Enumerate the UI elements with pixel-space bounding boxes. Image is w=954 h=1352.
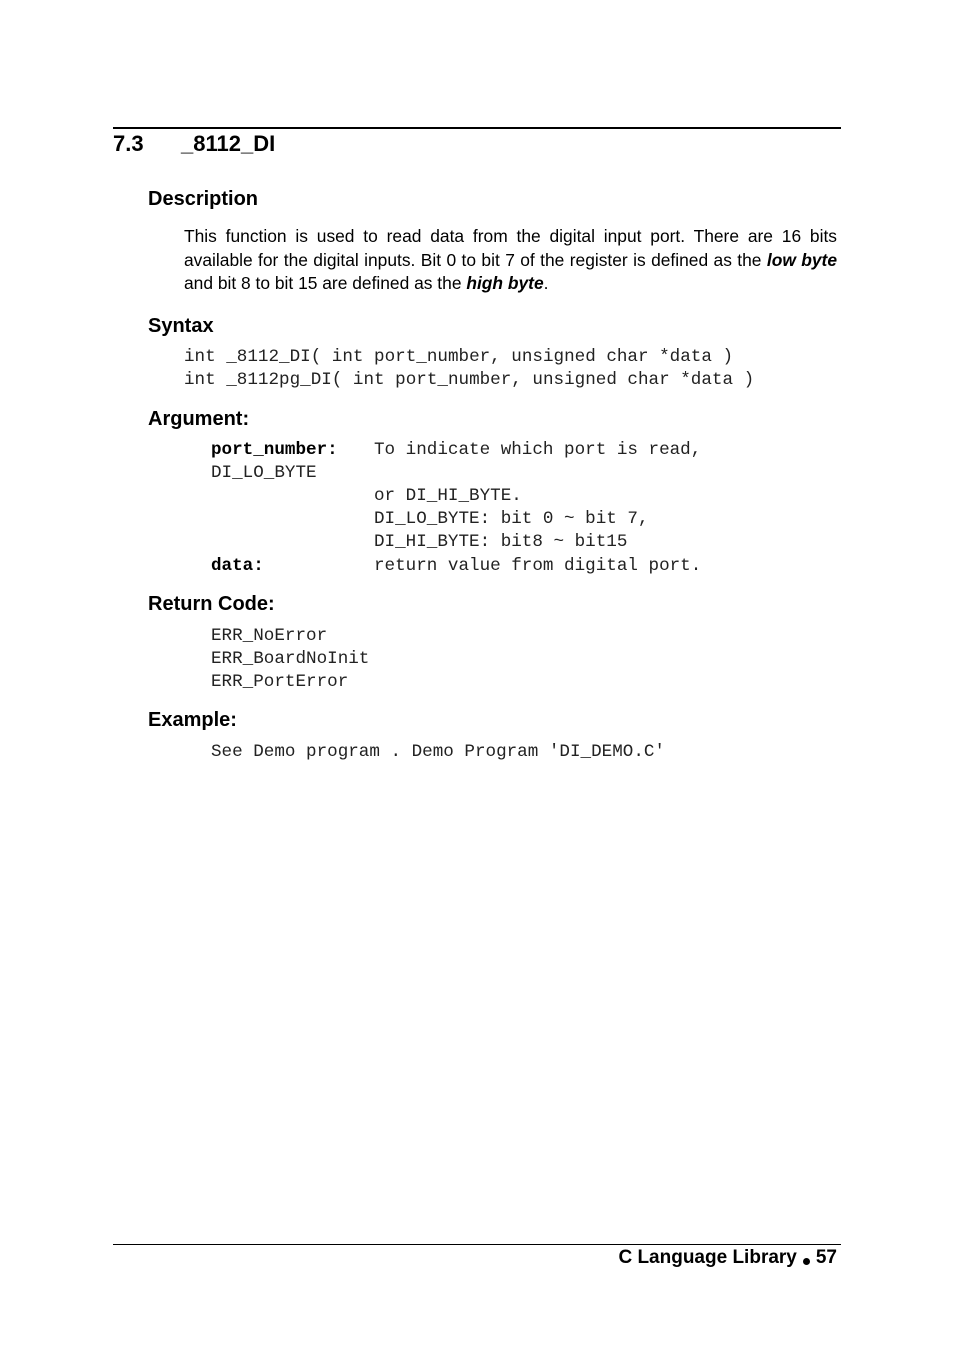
page-number: 57 [815, 1247, 837, 1268]
description-text-part3: . [543, 273, 549, 293]
footer-title: C Language Library [618, 1247, 797, 1268]
return-code-heading: Return Code: [148, 593, 275, 615]
section-heading [113, 131, 275, 157]
page-footer [618, 1247, 837, 1269]
description-text [184, 225, 837, 296]
example-heading: Example: [148, 709, 237, 731]
top-rule [113, 127, 841, 129]
return-code-item: ERR_NoError [211, 626, 328, 646]
description-text-part2: and bit 8 to bit 15 are defined as the [184, 273, 467, 293]
description-heading: Description [148, 188, 259, 210]
arg-port-number-desc: DI_LO_BYTE: bit 0 ~ bit 7, [374, 509, 649, 529]
low-byte-emphasis: low byte [766, 249, 837, 270]
section-title: _8112_DI [181, 131, 276, 156]
bottom-rule [113, 1244, 841, 1245]
arg-data-desc: return value from digital port. [374, 556, 702, 576]
section-number: 7.3 [113, 131, 144, 156]
arg-port-number-name: port_number: [211, 440, 338, 460]
description-text-part1: This function is used to read data from the digital input port. There are 16 bits available for the digital inputs. Bit 0 to bit 7 of the register is defined as the [184, 226, 837, 270]
arg-port-number-desc: To indicate which port is read, [374, 440, 702, 460]
syntax-heading: Syntax [148, 315, 214, 337]
return-code-item: ERR_BoardNoInit [211, 649, 370, 669]
arg-port-number-desc: or DI_HI_BYTE. [374, 486, 522, 506]
return-code-item: ERR_PortError [211, 672, 349, 692]
syntax-line: int _8112pg_DI( int port_number, unsigned char *data ) [184, 370, 755, 390]
arg-data-name: data: [211, 556, 264, 576]
high-byte-emphasis: high byte [466, 273, 544, 293]
syntax-line: int _8112_DI( int port_number, unsigned char *data ) [184, 347, 734, 367]
arg-port-number-desc: DI_LO_BYTE [211, 463, 317, 483]
bullet-icon [803, 1258, 810, 1265]
argument-heading: Argument: [148, 408, 250, 430]
arg-port-number-desc: DI_HI_BYTE: bit8 ~ bit15 [374, 532, 628, 552]
example-text: See Demo program . Demo Program 'DI_DEMO.C' [211, 742, 665, 762]
